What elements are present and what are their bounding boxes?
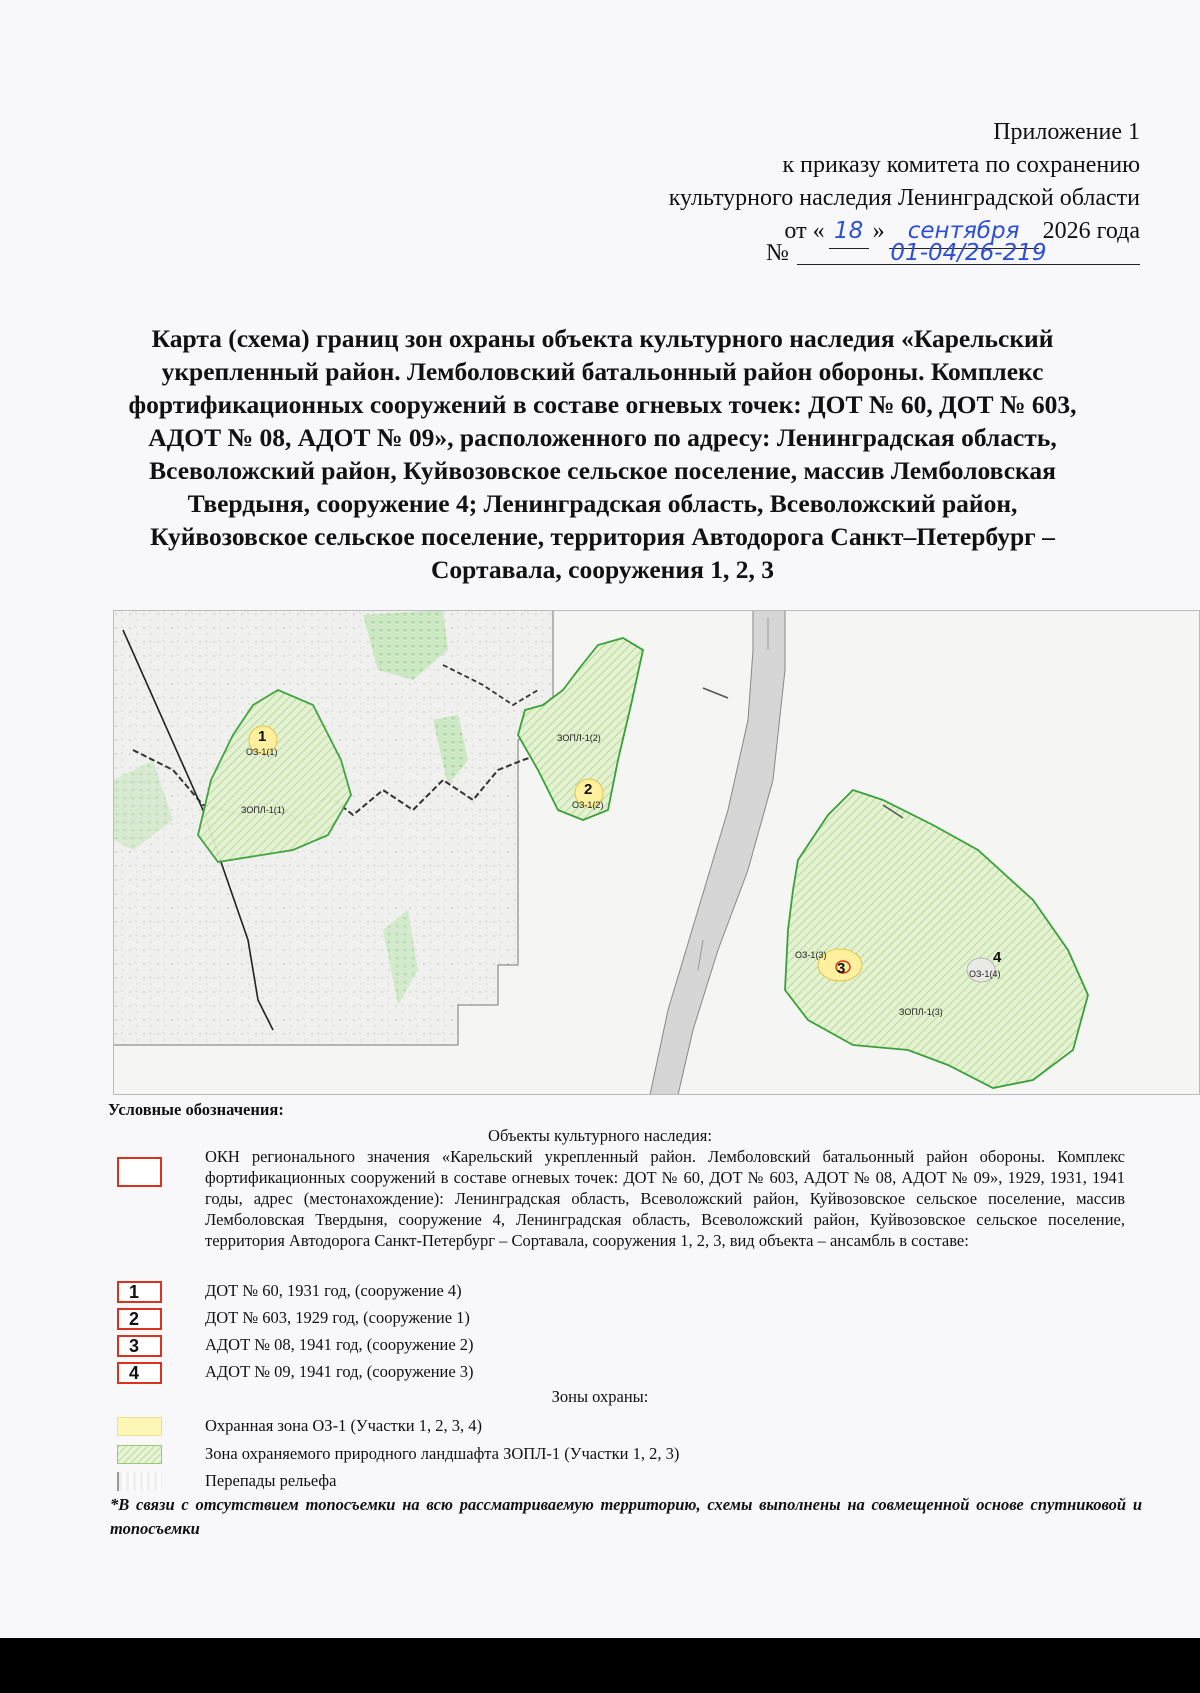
scan-bottom-edge xyxy=(0,1638,1200,1693)
legend-item-3: АДОТ № 08, 1941 год, (сооружение 2) xyxy=(205,1335,474,1354)
legend-item-2: ДОТ № 603, 1929 год, (сооружение 1) xyxy=(205,1308,470,1327)
site-4-number: 4 xyxy=(993,949,1002,966)
order-line: к приказу комитета по сохранению xyxy=(782,152,1140,178)
legend-number-3: 3 xyxy=(117,1335,162,1357)
zopl-zone-1-label: ЗОПЛ-1(1) xyxy=(241,805,285,815)
legend-item-1: ДОТ № 60, 1931 год, (сооружение 4) xyxy=(205,1281,462,1300)
relief-swatch xyxy=(117,1472,162,1491)
order-number: № 01-04/26-219 xyxy=(766,237,1140,270)
legend-number-1: 1 xyxy=(117,1281,162,1303)
footnote: *В связи с отсутствием топосъемки на всю рассматриваемую территорию, схемы выполнены на совмещенной основе спутниковой и топосъемки xyxy=(110,1495,1142,1538)
zopl-zone-3-label: ЗОПЛ-1(3) xyxy=(899,1007,943,1017)
zopl-zone-2-label: ЗОПЛ-1(2) xyxy=(557,733,601,743)
legend-number-2: 2 xyxy=(117,1308,162,1330)
map-canvas xyxy=(113,610,1200,1095)
protection-zone-map xyxy=(113,610,1200,1095)
document-title: Карта (схема) границ зон охраны объекта культурного наследия «Карельский укрепленный район. Лемболовский батальонный район обороны. Комплекс фортификационных сооружений в составе огневых точек: ДОТ № 60, ДОТ № 603, АДОТ № 08, АДОТ № 09», расположенного по адресу: Ленинградская область, Всеволожский район, Куйвозовское сельское поселение, массив Лемболовская Твердыня, сооружение 4; Ленинградская область, Всеволожский район, Куйвозовское сельское поселение, территория Автодорога Санкт–Петербург – Сортавала, сооружения 1, 2, 3 xyxy=(128,324,1077,584)
order-date: от « 18 » сентября 2026 года xyxy=(580,215,1140,249)
site-2-label: ОЗ-1(2) xyxy=(572,800,604,810)
site-3-label: ОЗ-1(3) xyxy=(795,950,827,960)
date-day: 18 xyxy=(829,215,869,249)
site-1-number: 1 xyxy=(258,728,267,745)
legend-oz-zone: Охранная зона ОЗ-1 (Участки 1, 2, 3, 4) xyxy=(205,1416,482,1435)
date-month: сентября xyxy=(889,215,1039,249)
okn-boundary-symbol xyxy=(117,1157,162,1187)
okn-description: ОКН регионального значения «Карельский укрепленный район. Лемболовский батальонный район обороны. Комплекс фортификационных сооружений в составе огневых точек: ДОТ № 60, ДОТ № 603, АДОТ № 08, АДОТ № 09», 1929, 1931, 1941 годы, адрес (местонахождение): Ленинградская область, Всеволожский район, Куйвозовское сельское поселение, массив Лемболовская Твердыня, сооружение 4, Ленинградская область, Всеволожский район, Куйвозовское сельское поселение, территория Автодорога Санкт-Петербург – Сортавала, сооружения 1, 2, 3, вид объекта – ансамбль в составе: xyxy=(205,1147,1125,1250)
zones-heading: Зоны охраны: xyxy=(551,1387,649,1406)
legend-zopl-zone: Зона охраняемого природного ландшафта ЗОПЛ-1 (Участки 1, 2, 3) xyxy=(205,1444,680,1463)
legend-number-4: 4 xyxy=(117,1362,162,1384)
committee-line: культурного наследия Ленинградской области xyxy=(668,185,1140,211)
order-header xyxy=(580,116,1140,266)
site-3-number: 3 xyxy=(837,960,846,977)
date-year: 2026 года xyxy=(1042,218,1140,244)
legend-item-4: АДОТ № 09, 1941 год, (сооружение 3) xyxy=(205,1362,474,1381)
legend-relief: Перепады рельефа xyxy=(205,1471,337,1490)
appendix-label: Приложение 1 xyxy=(993,119,1140,145)
oz-zone-swatch xyxy=(117,1417,162,1436)
heritage-heading: Объекты культурного наследия: xyxy=(488,1126,712,1145)
site-1-label: ОЗ-1(1) xyxy=(246,747,278,757)
site-2-number: 2 xyxy=(584,781,593,798)
legend-title: Условные обозначения: xyxy=(108,1100,284,1119)
site-4-label: ОЗ-1(4) xyxy=(969,969,1001,979)
order-number-value: 01-04/26-219 xyxy=(797,237,1140,265)
zopl-zone-swatch xyxy=(117,1445,162,1464)
